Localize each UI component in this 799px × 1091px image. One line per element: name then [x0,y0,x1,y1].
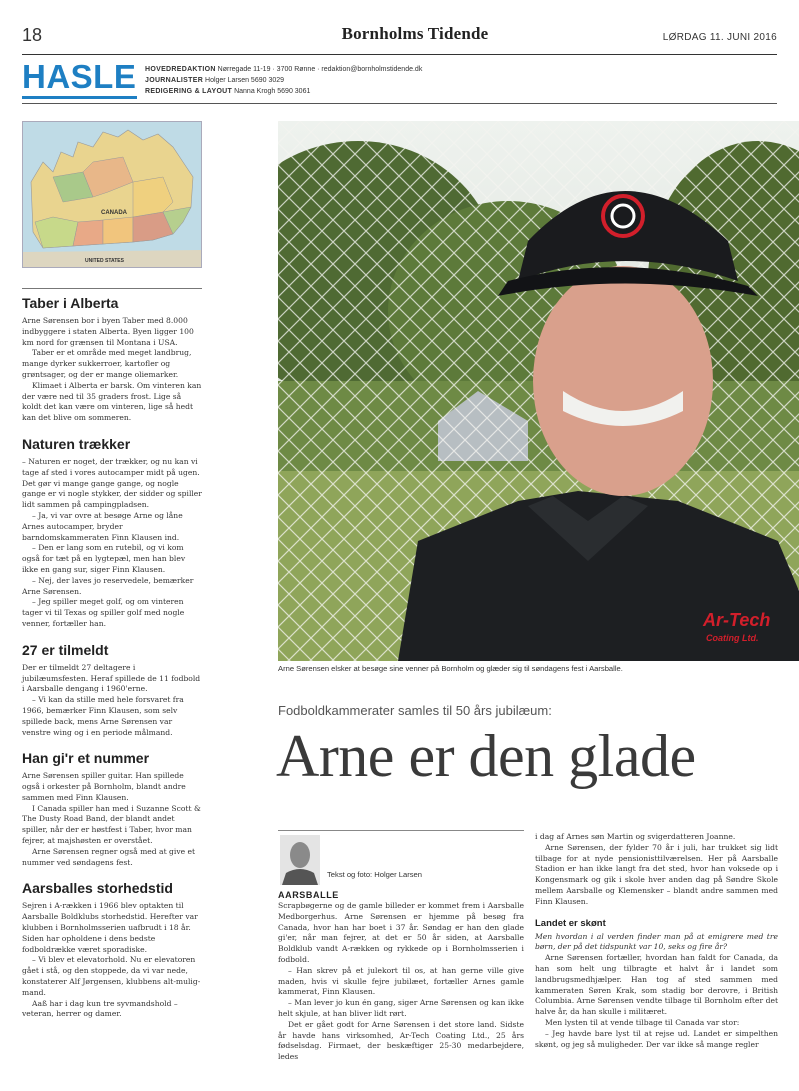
left-column [22,288,202,1032]
issue-date: LØRDAG 11. JUNI 2016 [662,32,777,43]
article-paragraph: i dag af Arnes søn Martin og svigerdatteren Joanne. [535,832,736,841]
sidebar-paragraph: – Nej, der laves jo reservedele, bemærker Arne Sørensen. [22,575,194,596]
byline: Tekst og foto: Holger Larsen [327,870,422,879]
shirt-logo-text: Ar-Tech [703,610,771,630]
credit-role: JOURNALISTER [145,77,204,84]
sidebar-block-1 [22,288,202,424]
newspaper-masthead: Bornholms Tidende [341,24,489,43]
section-title: HASLE [22,58,137,95]
sidebar-paragraph: – Den er lang som en rutebil, og vi kom også for tæt på en lygtepæl, men han blev ikke en gang sur, siger Finn Klausen. [22,543,186,574]
main-photo [278,121,799,661]
sidebar-block-2 [22,436,202,630]
section-underline [22,96,137,99]
credit-line [145,64,422,75]
sidebar-heading: Han gi'r et nummer [22,750,150,767]
sidebar-paragraph: – Naturen er noget, der trækker, og nu kan vi tage af sted i vores autocamper midt på ugen. Det gør vi mange gange gange, og nogle gange er vi nogle stykker, der sidder og spiller lidt sammen på campingpladsen. [22,456,202,510]
sidebar-block-4 [22,750,202,868]
article-paragraph: Arne Sørensen fortæller, hvordan han faldt for Canada, da han som helt ung tilbragte et halvt år i landet som landbrugsmedhjælper. Han tog af sted sammen med kammeraten Søren Krak, som stadig bor derovre, i British Columbia. Arne Sørensen vendte tilbage til Bornholm efter det halve år, da han skulle i militæret. [535,953,778,1017]
shirt-logo-subtext: Coating Ltd. [706,633,759,643]
sidebar-heading: Aarsballes storhedstid [22,880,173,897]
sidebar-paragraph: – Jeg spiller meget golf, og om vinteren tager vi til Texas og spiller golf med nogle venner, fortæller han. [22,597,185,628]
sidebar-paragraph: Der er tilmeldt 27 deltagere i jubilæumsfesten. Heraf spillede de 11 fodbold i Aarsballe dengang i 1960'erne. [22,662,201,694]
author-portrait [280,835,320,885]
headline: Arne er den glade [276,723,696,789]
sidebar-paragraph: Sejren i A-rækken i 1966 blev optakten til Aarsballe Boldklubs storhedstid. Herefter var klubben i Bornholmsserien uafbrudt i 18 år. Siden har opholdene i dens bedste fodboldrække været sporadiske. [22,901,198,954]
credit-line [145,86,422,97]
article-subheading: Landet er skønt [535,917,606,929]
article-paragraph: Arne Sørensen, der fylder 70 år i juli, har trukket sig lidt tilbage for at nyde pensionisttilværelsen. Her på Aarsballe Stadion er han ikke langt fra det sted, hvor han voksede op i Kongensmark og gik i skole hver anden dag på Søndre Skole mellem Aarsballe og Klemensker – blandt andre sammen med Finn Klausen. [535,842,778,906]
article-paragraph: – Man lever jo kun én gang, siger Arne Sørensen og kan ikke helt skjule, at han bliver lidt rørt. [278,998,524,1018]
credit-role: REDIGERING & LAYOUT [145,88,233,95]
page-number: 18 [22,25,43,45]
credit-text: Nanna Krogh 5690 3061 [234,88,311,95]
sidebar-paragraph: – Vi kan da stille med hele forsvaret fra 1966, bemærker Finn Klausen, som selv spillede back, mens Arne Sørensen var venstre wing og i en periode målmand. [22,695,184,737]
article-paragraph: Scrapbøgerne og de gamle billeder er kommet frem i Aarsballe Medborgerhus. Arne Sørensen er hjemme på besøg fra Canada, hvor han har boet i 37 år. Søndag er han den glade gi'er, når man fejrer, at det er 50 år siden, at Aarsballe Boldklub vandt A-rækken og rykkede op i Bornholmsserien i fodbold. [278,901,524,964]
staff-credits [145,64,422,97]
byline-rule [278,830,524,831]
sidebar-paragraph: Taber er et område med meget landbrug, mange dyrker sukkerroer, kartofler og grøntsager, og der er mange oliemarker. [22,348,192,379]
sidebar-block-3 [22,642,202,739]
article-paragraph: – Han skrev på et julekort til os, at han gerne ville give maden, hvis vi skulle fejre jubilæet, fortæller Arnes gamle kammerat, Finn Klausen. [278,965,524,997]
credit-line [145,75,422,86]
photo-caption: Arne Sørensen elsker at besøge sine venner på Bornholm og glæder sig til søndagens fest i Aarsballe. [278,664,623,673]
article-column-2 [535,832,778,1050]
sidebar-heading: Taber i Alberta [22,288,202,311]
sidebar-paragraph: – Vi blev et elevatorhold. Nu er elevatoren gået i stå, og den stoppede, da vi var nede, konstaterer Alf Jørgensen, klubbens alt-mulig-mand. [22,955,201,997]
dateline: AARSBALLE [278,890,339,900]
article-paragraph: Det er gået godt for Arne Sørensen i det store land. Sidste år havde hans virksomhed, Ar-Tech Coating Ltd., 25 års fødselsdag. Firmaet, der beskæftiger 25-30 medarbejdere, ledes [278,1019,524,1062]
sidebar-paragraph: Arne Sørensen bor i byen Taber med 8.000 indbyggere i staten Alberta. Byen ligger 100 km nord for grænsen til Montana i USA. [22,316,194,347]
map-label-canada: CANADA [101,210,127,216]
sidebar-paragraph: Klimaet i Alberta er barsk. Om vinteren kan der være ned til 35 graders frost. Lige så koldt det kan være om vinteren, lige så hedt kan det blive om sommeren. [22,380,202,423]
article-question: Men hvordan i al verden finder man på at emigrere med tre børn, der på det tidspunkt var 10, seks og fire år? [535,931,778,952]
sidebar-paragraph: Aaß har i dag kun tre syvmandshold – veteran, herrer og damer. [22,998,178,1019]
article-column-1 [278,890,524,1063]
headline-kicker: Fodboldkammerater samles til 50 års jubilæum: [278,703,552,718]
credit-text: Holger Larsen 5690 3029 [205,77,285,84]
canada-map [22,121,202,268]
sidebar-heading: 27 er tilmeldt [22,641,109,658]
article-paragraph: Men lysten til at vende tilbage til Canada var stor: [545,1017,740,1027]
map-label-us: UNITED STATES [85,258,124,264]
sidebar-heading: Naturen trækker [22,435,131,452]
credit-role: HOVEDREDAKTION [145,66,216,73]
sidebar-block-5 [22,880,202,1020]
header-rule [22,54,777,55]
sidebar-paragraph: – Ja, vi var ovre at besøge Arne og låne Arnes autocamper, bryder barndomskammeraten Finn Klausen ind. [22,510,183,542]
sidebar-paragraph: I Canada spiller han med i Suzanne Scott & The Dusty Road Band, der blandt andet spiller, når der er høstfest i Taber, hvor man fejrer, at majshøsten er overstået. [22,803,201,846]
article-paragraph: – Jeg havde bare lyst til at rejse ud. Landet er simpelthen skønt, og jeg så muligheder. Der var ikke så mange regler [535,1028,778,1049]
header-bottom-rule [22,103,777,104]
sidebar-paragraph: Arne Sørensen spiller guitar. Han spillede også i orkester på Bornholm, blandt andre sammen med Finn Klausen. [22,771,186,802]
sidebar-paragraph: Arne Sørensen regner også med at give et nummer ved søndagens fest. [22,846,196,867]
credit-text: Nørregade 11-19 · 3700 Rønne · redaktion@bornholmstidende.dk [217,66,423,73]
